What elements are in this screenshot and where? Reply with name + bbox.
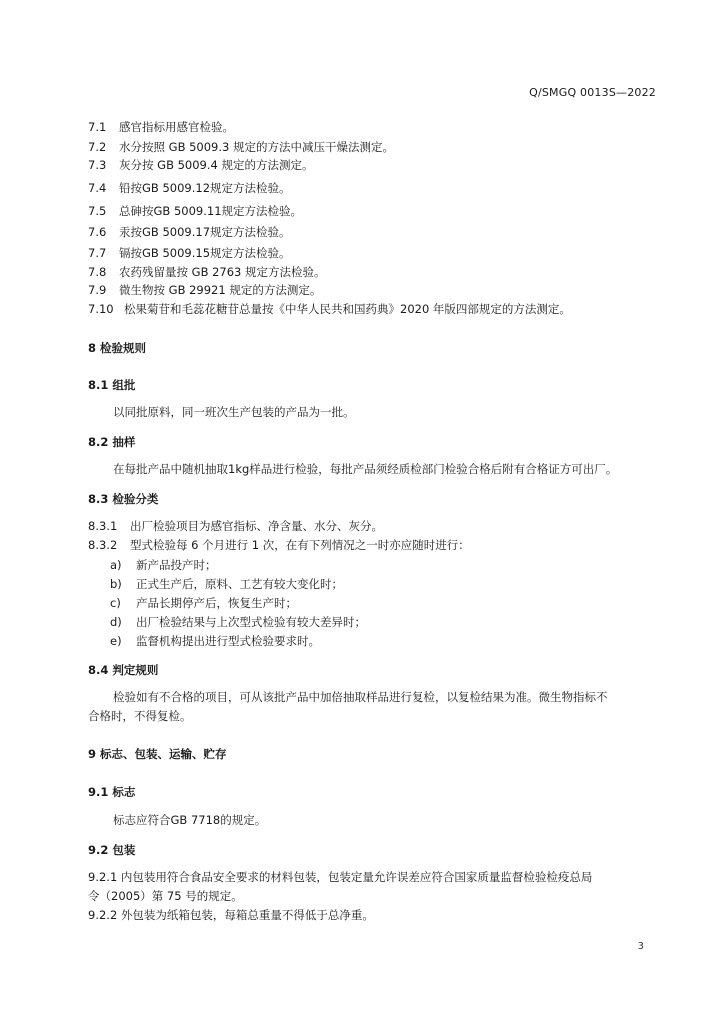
list-text: 出厂检验结果与上次型式检验有较大差异时； [136, 615, 366, 629]
list-text: 正式生产后，原料、工艺有较大变化时； [136, 577, 343, 591]
clause-7-4 [88, 180, 291, 196]
clause-text: 型式检验每 6 个月进行 1 次，在有下列情况之一时亦应随时进行： [130, 538, 470, 552]
clause-7-6 [88, 224, 291, 240]
clause-number: 7.5 [88, 204, 107, 218]
clause-text: 水分按照 GB 5009.3 规定的方法中减压干燥法测定。 [119, 140, 395, 154]
clause-text: 总砷按GB 5009.11规定方法检验。 [119, 204, 303, 218]
section-8-4-line1: 检验如有不合格的项目，可从该批产品中加倍抽取样品进行复检，以复检结果为准。微生物指标不 [113, 690, 608, 704]
clause-text: 灰分按 GB 5009.4 规定的方法测定。 [119, 158, 314, 172]
list-item-b [110, 576, 343, 592]
clause-8-3-1 [88, 518, 383, 534]
list-text: 新产品投产时； [136, 558, 217, 572]
clause-9-2-1-line1: 9.2.1 内包装用符合食品安全要求的材料包装，包装定量允许误差应符合国家质量监督检验检疫总局 [88, 870, 593, 884]
clause-7-1 [88, 119, 234, 135]
page-number: 3 [637, 941, 644, 952]
clause-text: 出厂检验项目为感官指标、净含量、水分、灰分。 [130, 519, 383, 533]
document-code: Q/SMGQ 0013S—2022 [529, 86, 656, 99]
list-marker: a) [110, 558, 122, 572]
clause-number: 7.4 [88, 181, 107, 195]
section-9-1-heading: 9.1 标志 [88, 785, 136, 799]
list-item-d [110, 614, 366, 630]
clause-text: 微生物按 GB 29921 规定的方法测定。 [119, 283, 322, 297]
clause-7-3 [88, 157, 314, 173]
clause-text: 镉按GB 5009.15规定方法检验。 [119, 246, 291, 260]
list-marker: d) [110, 615, 122, 629]
clause-number: 7.10 [88, 302, 114, 316]
section-8-4-heading: 8.4 判定规则 [88, 663, 159, 677]
clause-number: 7.6 [88, 225, 107, 239]
clause-text: 汞按GB 5009.17规定方法检验。 [119, 225, 291, 239]
list-text: 产品长期停产后，恢复生产时； [136, 596, 297, 610]
list-item-c [110, 595, 297, 611]
section-8-4-line2: 合格时，不得复检。 [88, 709, 192, 723]
clause-number: 7.1 [88, 120, 107, 134]
list-item-e [110, 633, 320, 649]
clause-7-8 [88, 264, 326, 280]
clause-number: 8.3.1 [88, 519, 118, 533]
clause-number: 7.3 [88, 158, 107, 172]
clause-number: 7.2 [88, 140, 107, 154]
clause-7-5 [88, 203, 302, 219]
list-text: 监督机构提出进行型式检验要求时。 [136, 634, 320, 648]
clause-9-2-1-line2: 令（2005）第 75 号的规定。 [88, 889, 243, 903]
section-8-2-heading: 8.2 抽样 [88, 435, 136, 449]
clause-text: 农药残留量按 GB 2763 规定方法检验。 [119, 265, 326, 279]
clause-number: 7.8 [88, 265, 107, 279]
section-8-2-text: 在每批产品中随机抽取1kg样品进行检验，每批产品须经质检部门检验合格后附有合格证方可出厂。 [113, 462, 618, 476]
list-marker: b) [110, 577, 122, 591]
clause-9-2-2: 9.2.2 外包装为纸箱包装，每箱总重量不得低于总净重。 [88, 908, 374, 922]
clause-7-2 [88, 139, 394, 155]
clause-text: 感官指标用感官检验。 [119, 120, 234, 134]
section-9-2-heading: 9.2 包装 [88, 843, 136, 857]
list-marker: e) [110, 634, 122, 648]
clause-text: 松果菊苷和毛蕊花糖苷总量按《中华人民共和国药典》2020 年版四部规定的方法测定。 [124, 302, 571, 316]
clause-number: 7.7 [88, 246, 107, 260]
section-9-1-text: 标志应符合GB 7718的规定。 [113, 813, 267, 827]
section-8-heading: 8 检验规则 [88, 341, 147, 355]
list-marker: c) [110, 596, 121, 610]
clause-number: 8.3.2 [88, 538, 118, 552]
section-9-heading: 9 标志、包装、运输、贮存 [88, 747, 227, 761]
section-8-3-heading: 8.3 检验分类 [88, 492, 159, 506]
clause-8-3-2 [88, 537, 470, 553]
list-item-a [110, 557, 217, 573]
section-8-1-text: 以同批原料，同一班次生产包装的产品为一批。 [113, 405, 355, 419]
section-8-1-heading: 8.1 组批 [88, 378, 136, 392]
clause-7-7 [88, 245, 291, 261]
clause-text: 铅按GB 5009.12规定方法检验。 [119, 181, 291, 195]
clause-number: 7.9 [88, 283, 107, 297]
clause-7-9 [88, 282, 321, 298]
clause-7-10 [88, 301, 571, 317]
